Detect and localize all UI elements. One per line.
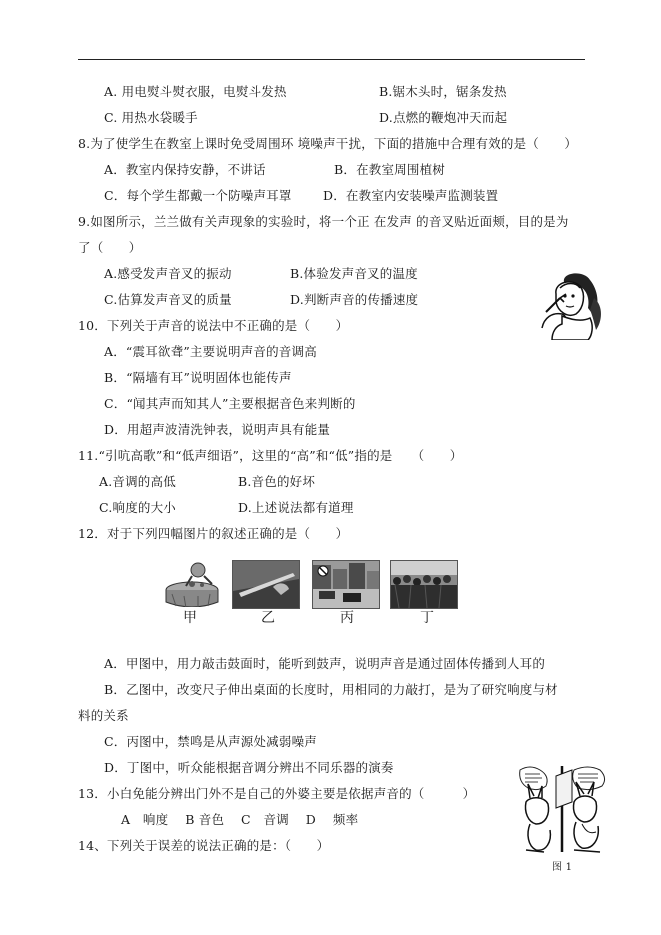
q12-option-c: C．丙图中，禁鸣是从声源处减弱噪声 xyxy=(104,734,317,749)
image-label-jia: 甲 xyxy=(183,610,197,626)
q13-stem: 13．小白免能分辨出门外不是自己的外婆主要是依据声音的（ ） xyxy=(78,786,476,801)
q10-option-c: C．“闻其声而知其人”主要根据音色来判断的 xyxy=(104,396,356,411)
girl-tuning-fork-figure xyxy=(538,268,610,340)
rabbit-cartoon-figure xyxy=(516,762,608,862)
q7-option-c: C. 用热水袋暖手 xyxy=(104,110,198,125)
q9-option-d: D.判断声音的传播速度 xyxy=(290,292,419,307)
q8-stem: 8.为了使学生在教室上课时免受周围环 境噪声干扰，下面的措施中合理有效的是（ ） xyxy=(78,136,578,151)
q9-stem-line1: 9.如图所示，兰兰做有关声现象的实验时，将一个正 在发声 的音叉贴近面颊，目的是为 xyxy=(78,214,569,229)
ruler-image xyxy=(232,560,300,609)
q10-stem: 10．下列关于声音的说法中不正确的是（ ） xyxy=(78,318,349,333)
crowd-image xyxy=(390,560,458,609)
q11-option-c: C.响度的大小 xyxy=(99,500,176,515)
q8-option-d: D．在教室内安装噪声监测装置 xyxy=(323,188,499,203)
q12-stem: 12．对于下列四幅图片的叙述正确的是（ ） xyxy=(78,526,349,541)
q14-stem: 14、下列关于误差的说法正确的是：（ ） xyxy=(78,838,330,853)
q11-option-b: B.音色的好坏 xyxy=(238,474,316,489)
q7-option-d: D.点燃的鞭炮冲天而起 xyxy=(379,110,508,125)
q9-option-c: C.估算发声音叉的质量 xyxy=(104,292,232,307)
header-rule xyxy=(78,59,585,60)
q11-stem: 11.“引吭高歌”和“低声细语”，这里的“高”和“低”指的是 （ ） xyxy=(78,448,463,463)
q8-option-c: C．每个学生都戴一个防噪声耳罩 xyxy=(104,188,292,203)
q12-option-a: A．甲图中，用力敲击鼓面时，能听到鼓声，说明声音是通过固体传播到人耳的 xyxy=(104,656,546,671)
q10-option-b: B．“隔墙有耳”说明固体也能传声 xyxy=(104,370,292,385)
image-label-ding: 丁 xyxy=(420,610,434,626)
drum-image xyxy=(162,560,226,607)
q10-option-d: D．用超声波清洗钟表，说明声具有能量 xyxy=(104,422,331,437)
q10-option-a: A．“震耳欲聋”主要说明声音的音调高 xyxy=(104,344,317,359)
q9-option-a: A.感受发声音叉的振动 xyxy=(104,266,232,281)
q8-option-a: A．教室内保持安静，不讲话 xyxy=(104,162,266,177)
q11-option-d: D.上述说法都有道理 xyxy=(238,500,354,515)
q9-option-b: B.体验发声音叉的温度 xyxy=(290,266,418,281)
q12-option-d: D．丁图中，听众能根据音调分辨出不同乐器的演奏 xyxy=(104,760,394,775)
q11-option-a: A.音调的高低 xyxy=(99,474,176,489)
q7-option-b: B.锯木头时，锯条发热 xyxy=(379,84,507,99)
q13-options: A 响度 B 音色 C 音调 D 频率 xyxy=(121,812,359,827)
q8-option-b: B．在教室周围植树 xyxy=(334,162,445,177)
street-image xyxy=(312,560,380,609)
q7-option-a: A. 用电熨斗熨衣服，电熨斗发热 xyxy=(104,84,287,99)
q12-option-b-line1: B．乙图中，改变尺子伸出桌面的长度时，用相同的力敲打，是为了研究响度与材 xyxy=(104,682,558,697)
q9-stem-line2: 了（ ） xyxy=(78,240,142,255)
image-label-yi: 乙 xyxy=(261,610,275,626)
image-label-bing: 丙 xyxy=(340,610,354,626)
figure-caption: 图 1 xyxy=(552,862,573,873)
q12-option-b-line2: 料的关系 xyxy=(78,708,129,723)
